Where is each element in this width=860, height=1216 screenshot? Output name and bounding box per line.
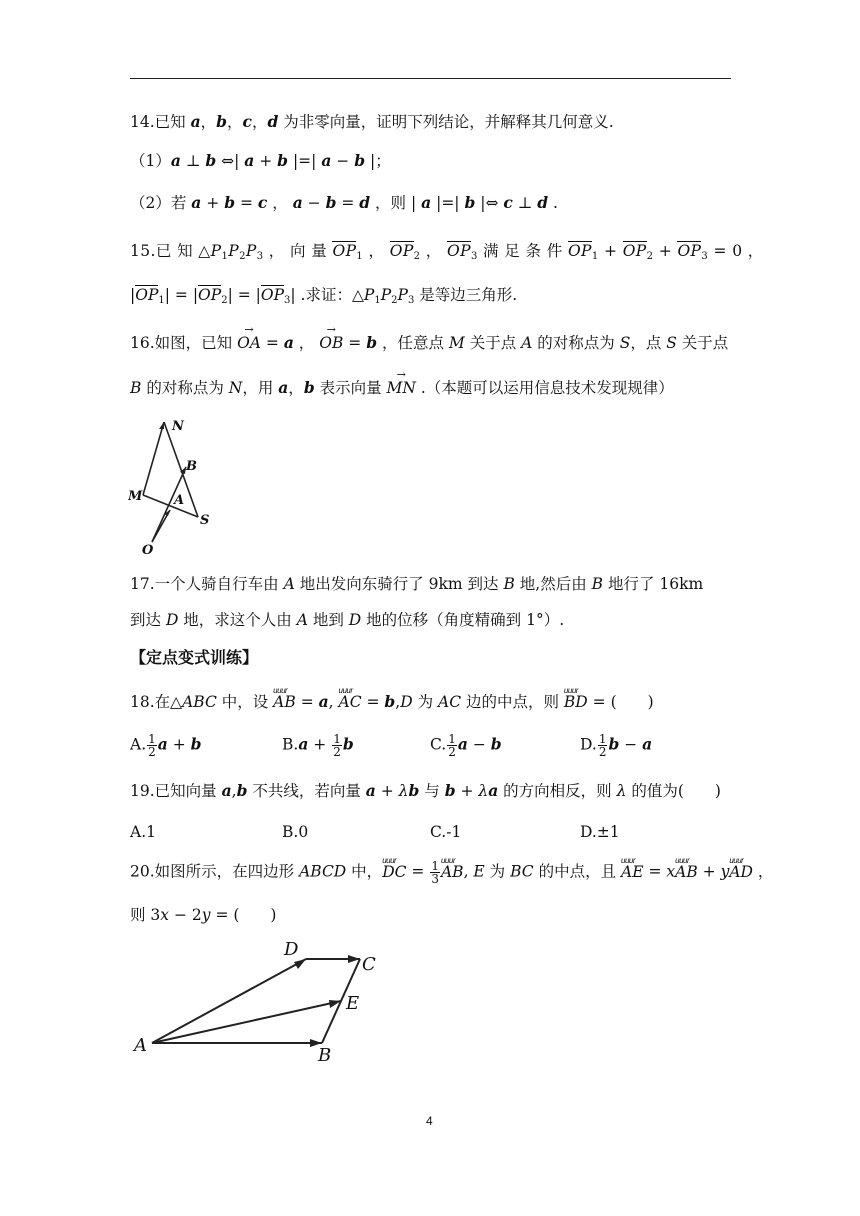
label-M: M [128,489,143,504]
segment-MS [143,495,198,517]
q20-figure [130,935,390,1065]
label-S: S [200,513,210,528]
q14-part1: （1）a ⊥ b ⇔| a + b |=| a − b |； [130,151,391,170]
q17-line1: 17.一个人骑自行车由 A 地出发向东骑行了 9km 到达 B 地,然后由 B 地行了 16km [130,575,704,593]
arrowhead-D [294,959,306,969]
q18-option-d[interactable]: D. $\frac{1}{2}$ b − a [580,732,653,759]
q18-option-c[interactable]: C. $\frac{1}{2}$ a − b [430,732,502,759]
label-E: E [346,993,360,1014]
q16-line2: B 的对称点为 N，用 a，b 表示向量 → MN .（本题可以运用信息技术发现规律） [130,377,674,399]
q19-stem: 19.已知向量 a,b 不共线，若向量 a + λb 与 b + λa 的方向相反，则 λ 的值为( ) [130,781,721,800]
label-C: C [362,954,376,975]
segment-MN [143,422,164,495]
q18-option-a[interactable]: A. $\frac{1}{2}$ a + b [130,732,202,759]
label-B: B [318,1045,332,1065]
q17-line2: 到达 D 地，求这个人由 A 地到 D 地的位移（角度精确到 1°）. [130,611,565,629]
label-A: A [134,1035,147,1056]
label-O: O [142,543,154,558]
q20-line2: 则 3x − 2y = ( ) [130,906,277,924]
label-A: A [174,493,185,508]
q18-option-b[interactable]: B.a + $\frac{1}{2}$ b [282,732,354,759]
q18-stem: 18.在△ABC 中，设 uuur AB = a, uuur AC = b,D 为 AC 边的中点，则 uuur BD = ( ) [130,691,654,713]
section-heading: 【定点变式训练】 [130,648,259,667]
segment-AE [152,1001,341,1043]
q16-line1: 16.如图，已知 → OA = a ， → OB = b ，任意点 M 关于点 A 的对称点为 S，点 S 关于点 [130,332,728,354]
segment-AD [152,959,306,1043]
q15-line2: $|OP_1| = |OP_2| = |OP_3|$ .求证：$\triangle P_1P_2P_3$ 是等边三角形. [130,286,518,306]
q19-option-b[interactable]: B.0 [282,823,309,841]
q19-option-d[interactable]: D.±1 [580,823,620,841]
page-number: 4 [426,1114,433,1128]
q15-line1: 15.已 知 $\triangle P_1P_2P_3$ ， 向 量 $OP_1$ ， $OP_2$ ， $OP_3$ 满 足 条 件 $OP_1 + OP_2 + OP_3 = 0$ ， [130,242,764,262]
q14-stem: 14.已知 a，b，c，d 为非零向量，证明下列结论，并解释其几何意义. [130,112,614,131]
label-B: B [186,459,197,474]
q19-option-c[interactable]: C.-1 [430,823,462,841]
q20-line1: 20.如图所示，在四边形 ABCD 中，uuur DC = $\frac{1}{3}$ uuur AB, E 为 BC 的中点，且 uuur AE = xuuur AB + yuuur AD ， [130,860,773,885]
label-D: D [284,939,299,960]
q14-part2: （2）若 a + b = c ， a − b = d ，则 | a |=| b |⇔ c ⊥ d . [130,193,558,212]
q19-option-a[interactable]: A.1 [130,823,156,841]
header-rule [130,78,731,79]
label-N: N [172,419,184,434]
q16-figure [128,412,228,558]
